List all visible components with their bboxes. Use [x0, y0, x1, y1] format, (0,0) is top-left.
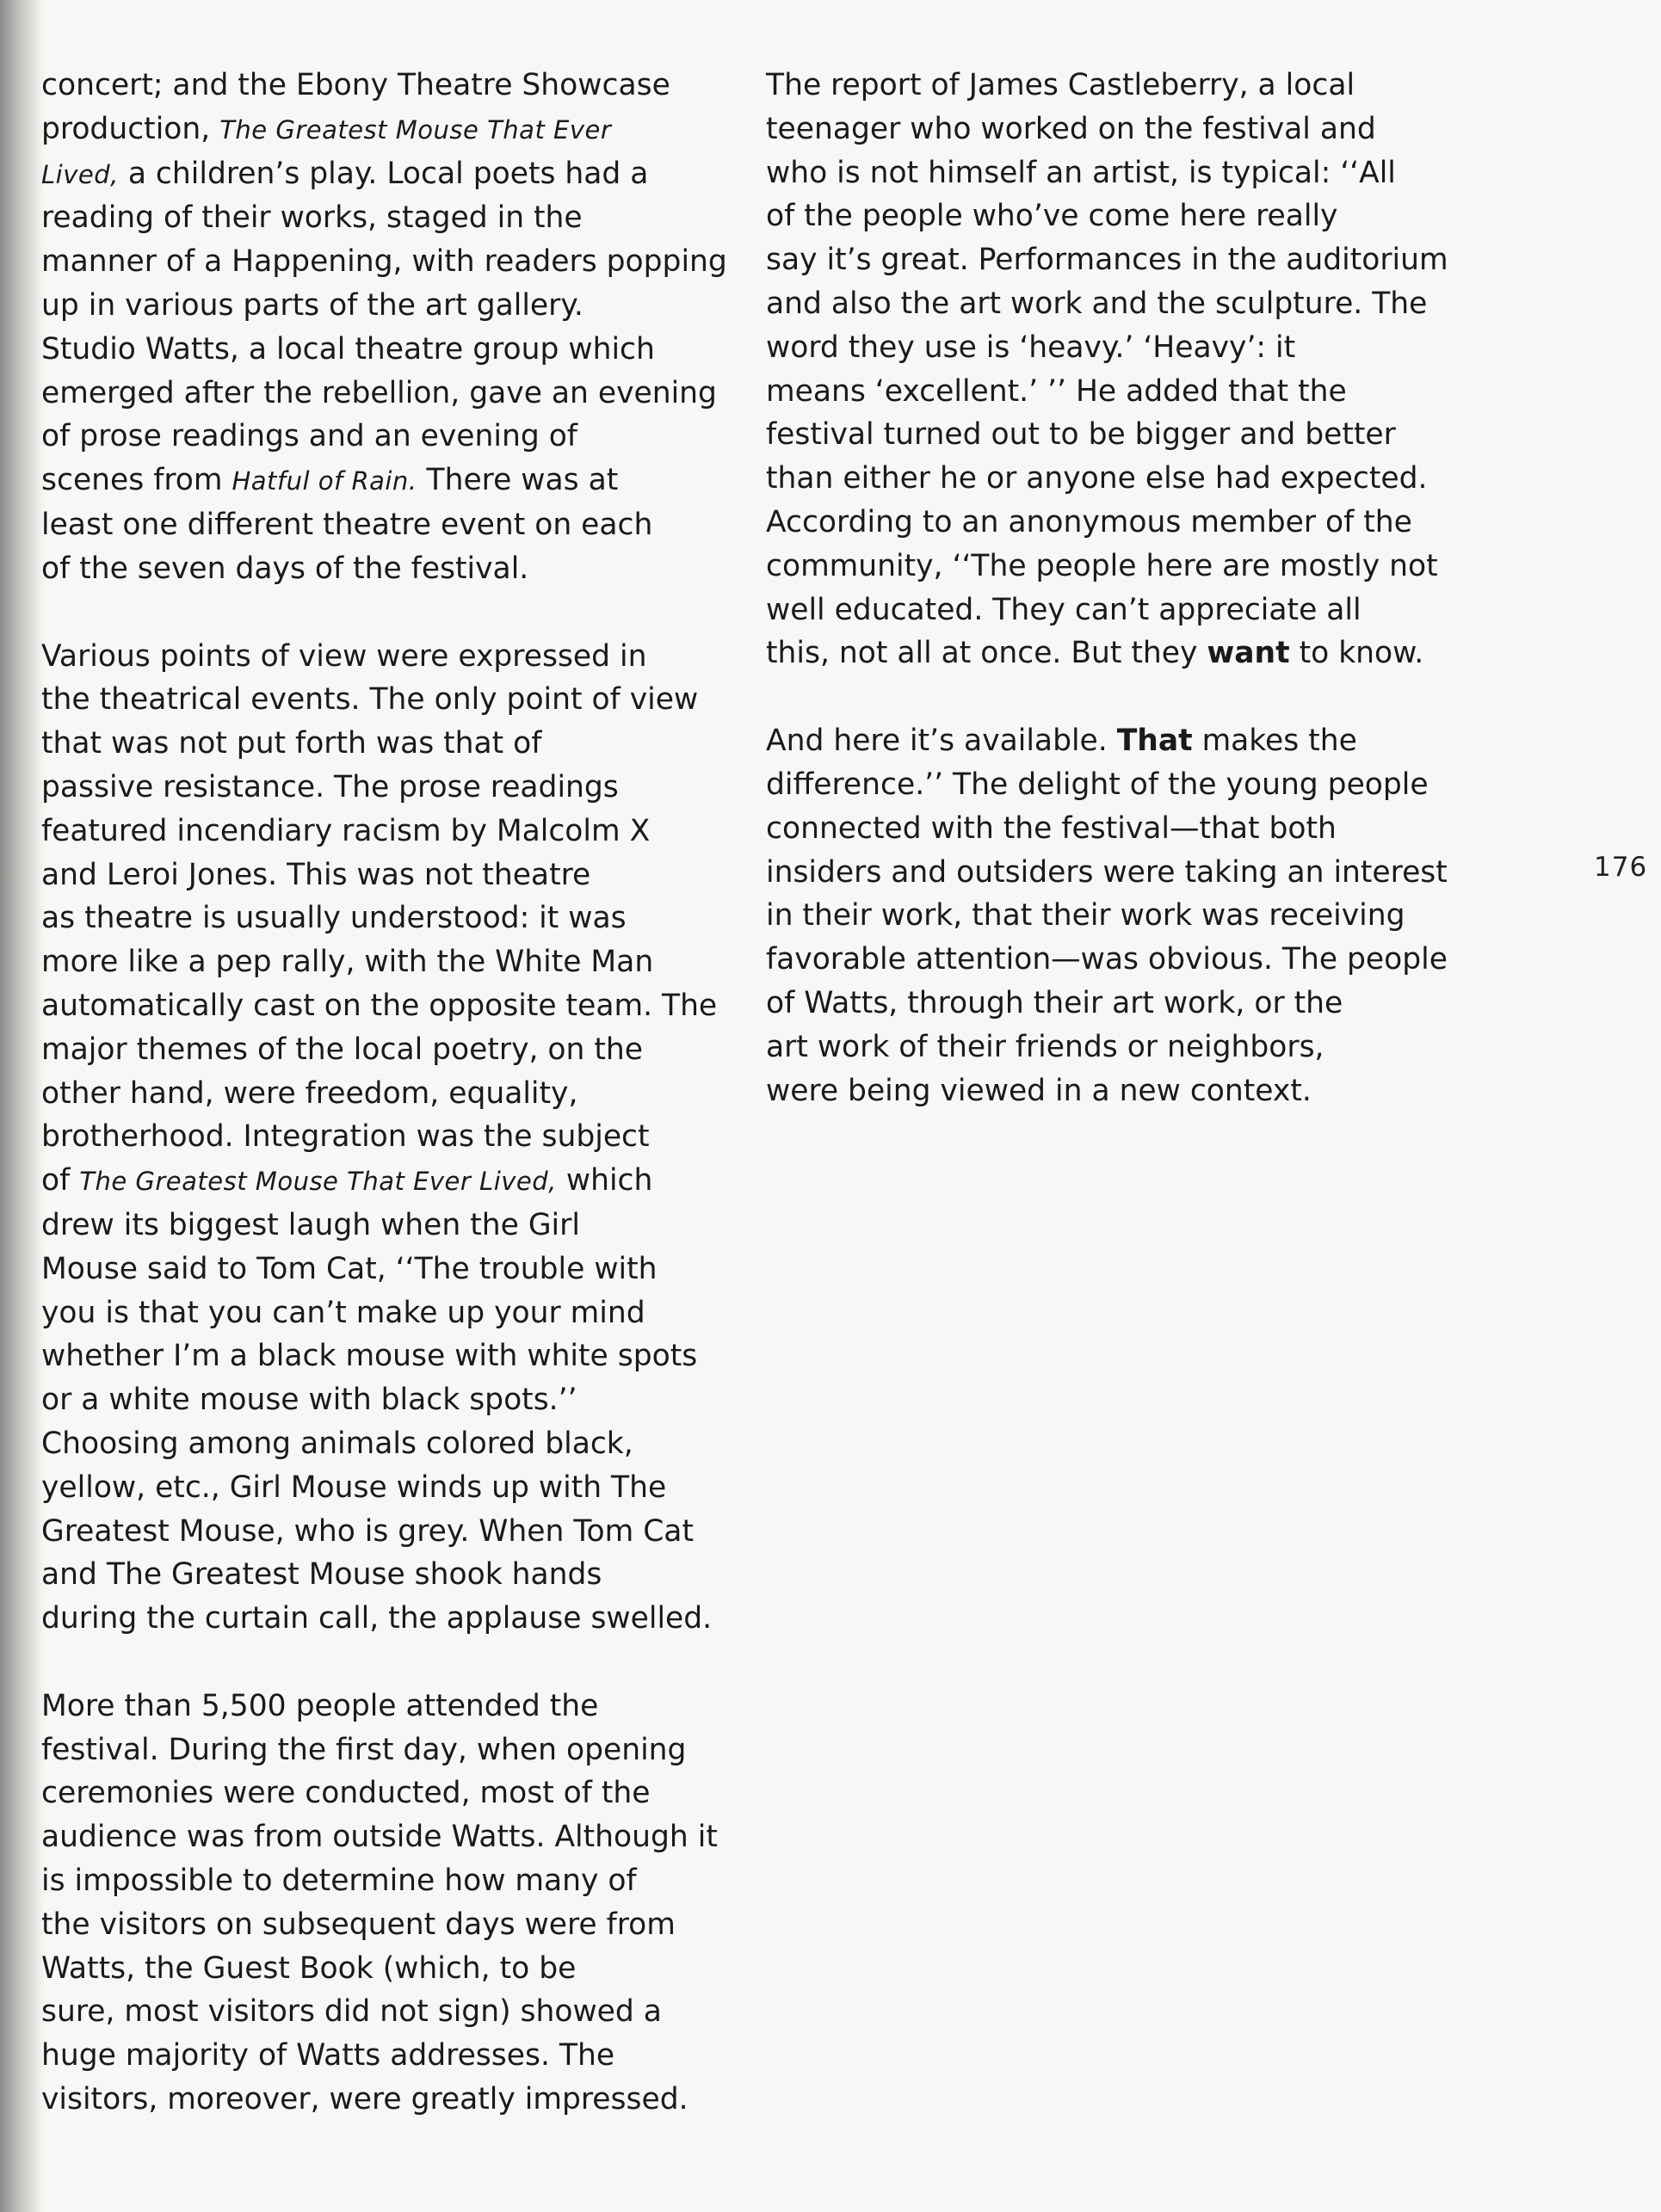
- text-line: teenager who worked on the festival and: [766, 111, 1376, 146]
- play-title: Lived,: [41, 159, 119, 189]
- text-line: other hand, were freedom, equality,: [41, 1075, 578, 1111]
- text-line: who is not himself an artist, is typical: ‘‘All: [766, 155, 1396, 190]
- text-line: Mouse said to Tom Cat, ‘‘The trouble with: [41, 1251, 658, 1286]
- text-line: you is that you can’t make up your mind: [41, 1295, 645, 1330]
- text-line: featured incendiary racism by Malcolm X: [41, 813, 651, 848]
- text-line: say it’s great. Performances in the auditorium: [766, 243, 1448, 278]
- text-line: The report of James Castleberry, a local: [766, 68, 1355, 102]
- text-line: Various points of view were expressed in: [41, 638, 647, 674]
- text-line: drew its biggest laugh when the Girl: [41, 1207, 580, 1242]
- text-line: and The Greatest Mouse shook hands: [41, 1557, 602, 1593]
- text-line: that was not put forth was that of: [41, 726, 542, 761]
- text-line: Lived, a children’s play. Local poets had a: [41, 156, 649, 191]
- emphasis-text: That: [1116, 724, 1193, 759]
- text-line: sure, most visitors did not sign) showed a: [41, 1994, 662, 2030]
- text-line: of the people who’ve come here really: [766, 199, 1338, 234]
- page-number: 176: [1594, 852, 1648, 883]
- paragraph-availability: [766, 719, 1472, 1112]
- text-line: and also the art work and the sculpture. The: [766, 286, 1428, 321]
- text-line: and Leroi Jones. This was not theatre: [41, 857, 591, 892]
- text-line: word they use is ‘heavy.’ ‘Heavy’: it: [766, 330, 1296, 365]
- right-column: [766, 64, 1472, 1112]
- text-line: of Watts, through their art work, or the: [766, 985, 1343, 1020]
- text-line: this, not all at once. But they want to know.: [766, 636, 1424, 671]
- text-line: difference.’’ The delight of the young people: [766, 767, 1429, 802]
- paragraph-festival-events: [41, 64, 730, 591]
- text-line: scenes from Hatful of Rain. There was at: [41, 463, 619, 498]
- text-line: the theatrical events. The only point of view: [41, 682, 699, 718]
- text-line: huge majority of Watts addresses. The: [41, 2038, 615, 2073]
- text-line: reading of their works, staged in the: [41, 200, 583, 236]
- text-line: art work of their friends or neighbors,: [766, 1029, 1324, 1064]
- text-line: or a white mouse with black spots.’’: [41, 1383, 577, 1418]
- text-line: connected with the festival—that both: [766, 810, 1337, 846]
- text-line: manner of a Happening, with readers popping: [41, 244, 727, 280]
- text-line: insiders and outsiders were taking an interest: [766, 854, 1448, 890]
- text-line: as theatre is usually understood: it was: [41, 901, 627, 936]
- text-line: emerged after the rebellion, gave an evening: [41, 375, 717, 410]
- text-line: visitors, moreover, were greatly impressed.: [41, 2082, 688, 2117]
- text-line: of the seven days of the festival.: [41, 551, 529, 586]
- text-line: automatically cast on the opposite team. The: [41, 988, 718, 1023]
- text-line: up in various parts of the art gallery.: [41, 287, 584, 323]
- text-line: audience was from outside Watts. Although it: [41, 1820, 718, 1855]
- text-line: major themes of the local poetry, on the: [41, 1032, 643, 1067]
- text-line: means ‘excellent.’ ’’ He added that the: [766, 373, 1347, 409]
- text-line: According to an anonymous member of the: [766, 504, 1412, 539]
- text-line: yellow, etc., Girl Mouse winds up with The: [41, 1470, 667, 1505]
- text-line: of prose readings and an evening of: [41, 419, 577, 454]
- text-line: brotherhood. Integration was the subject: [41, 1119, 650, 1155]
- text-line: ceremonies were conducted, most of the: [41, 1776, 651, 1811]
- text-line: during the curtain call, the applause swelled.: [41, 1601, 713, 1636]
- play-title: Hatful of Rain.: [232, 466, 417, 496]
- text-line: festival. During the first day, when opening: [41, 1732, 687, 1767]
- text-line: passive resistance. The prose readings: [41, 769, 619, 804]
- text-line: community, ‘‘The people here are mostly not: [766, 548, 1438, 583]
- text-line: than either he or anyone else had expected.: [766, 461, 1428, 496]
- text-line: And here it’s available. That makes the: [766, 724, 1357, 759]
- text-line: in their work, that their work was receiving: [766, 898, 1405, 933]
- text-line: more like a pep rally, with the White Man: [41, 945, 654, 980]
- paragraph-attendance: [41, 1685, 730, 2122]
- text-line: More than 5,500 people attended the: [41, 1688, 599, 1723]
- text-line: whether I’m a black mouse with white spots: [41, 1339, 698, 1374]
- play-title: The Greatest Mouse That Ever Lived,: [79, 1167, 557, 1197]
- text-line: Choosing among animals colored black,: [41, 1426, 633, 1461]
- text-line: of The Greatest Mouse That Ever Lived, which: [41, 1163, 653, 1198]
- emphasis-text: want: [1207, 636, 1290, 671]
- text-line: Studio Watts, a local theatre group which: [41, 331, 655, 367]
- text-line: is impossible to determine how many of: [41, 1864, 637, 1899]
- text-line: Watts, the Guest Book (which, to be: [41, 1950, 577, 1986]
- text-line: were being viewed in a new context.: [766, 1073, 1312, 1108]
- paragraph-castleberry-report: [766, 64, 1472, 675]
- text-line: the visitors on subsequent days were from: [41, 1907, 676, 1942]
- left-column: [41, 64, 730, 2122]
- text-line: well educated. They can’t appreciate all: [766, 592, 1362, 627]
- text-line: least one different theatre event on each: [41, 507, 653, 542]
- paragraph-points-of-view: [41, 635, 730, 1641]
- text-line: festival turned out to be bigger and better: [766, 417, 1396, 453]
- text-line: favorable attention—was obvious. The people: [766, 942, 1448, 977]
- text-line: Greatest Mouse, who is grey. When Tom Cat: [41, 1513, 694, 1549]
- text-line: production, The Greatest Mouse That Ever: [41, 111, 612, 146]
- text-line: concert; and the Ebony Theatre Showcase: [41, 68, 670, 102]
- play-title: The Greatest Mouse That Ever: [219, 114, 612, 145]
- book-spine-shadow: [0, 0, 45, 2212]
